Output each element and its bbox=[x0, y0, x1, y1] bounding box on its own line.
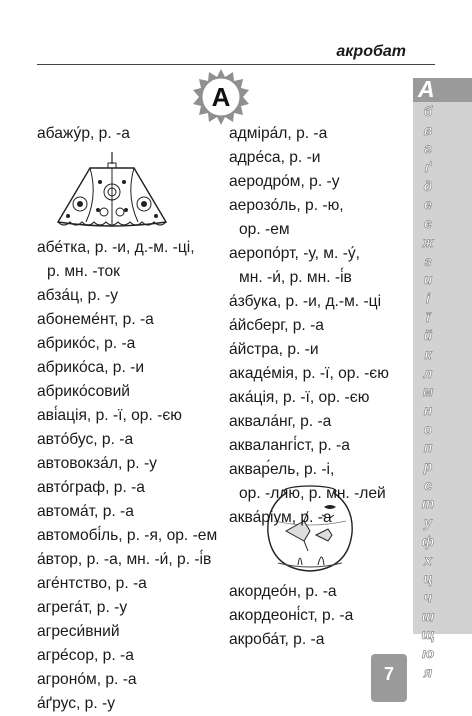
dictionary-entry-continuation: ор. -ем bbox=[239, 221, 290, 238]
dictionary-entry: а́йсберг, р. -а bbox=[229, 317, 324, 334]
alphabet-tab-letter: с bbox=[424, 476, 432, 493]
alphabet-tab-letters bbox=[418, 102, 438, 681]
dictionary-entry: агре́сор, р. -а bbox=[37, 647, 134, 664]
dictionary-entry: агрега́т, р. -у bbox=[37, 599, 128, 616]
dictionary-entry: авто́граф, р. -а bbox=[37, 479, 145, 496]
dictionary-entry: аеропо́рт, -у, м. -у́, bbox=[229, 245, 361, 262]
alphabet-tab-letter: ц bbox=[423, 570, 433, 587]
dictionary-entry: а́ґрус, р. -у bbox=[37, 695, 115, 712]
alphabet-tab-letter: ж bbox=[422, 233, 434, 250]
dictionary-entry: акаде́мія, р. -ї, ор. -єю bbox=[229, 365, 389, 382]
badge-letter: А bbox=[211, 82, 231, 112]
dictionary-entry: абажу́р, р. -а bbox=[37, 125, 130, 142]
header-rule bbox=[37, 64, 435, 65]
dictionary-entry: акроба́т, р. -а bbox=[229, 631, 325, 648]
entries-right-column bbox=[229, 122, 389, 530]
alphabet-tab-letter: к bbox=[424, 345, 432, 362]
alphabet-tab-letter: б bbox=[423, 103, 433, 119]
alphabet-tab-letter: е bbox=[424, 196, 432, 213]
alphabet-tab-letter: т bbox=[421, 495, 435, 512]
alphabet-tab-letter: ш bbox=[421, 607, 435, 624]
dictionary-entry: абза́ц, р. -у bbox=[37, 287, 119, 304]
dictionary-entry-continuation: мн. -и́, р. мн. -і́в bbox=[239, 269, 352, 286]
dictionary-entry: аеродро́м, р. -у bbox=[229, 173, 340, 190]
dictionary-entry: адре́са, р. -и bbox=[229, 149, 321, 166]
dictionary-entry: агроно́м, р. -а bbox=[37, 671, 137, 688]
lampshade-illustration bbox=[50, 152, 174, 232]
dictionary-entry: абе́тка, р. -и, д.-м. -ці, bbox=[37, 239, 195, 256]
dictionary-entry: аквар́ель, р. -і, bbox=[229, 461, 335, 478]
dictionary-entry: акордеоні́ст, р. -а bbox=[229, 607, 354, 624]
dictionary-entry: а́втор, р. -а, мн. -и́, р. -і́в bbox=[37, 551, 212, 568]
alphabet-tab-current-letter: А bbox=[418, 76, 435, 102]
header-guide-word: акробат bbox=[336, 43, 406, 60]
dictionary-entry: аге́нтство, р. -а bbox=[37, 575, 147, 592]
dictionary-entry: абрико́совий bbox=[37, 383, 131, 400]
alphabet-tab-letter: р bbox=[423, 458, 433, 475]
entries-right-column-bottom bbox=[229, 580, 353, 652]
alphabet-tab-letter: у bbox=[424, 514, 432, 531]
dictionary-entry: абрико́с, р. -а bbox=[37, 335, 136, 352]
alphabet-tab-letter: і bbox=[426, 289, 430, 306]
alphabet-tab-letter: ї bbox=[426, 308, 430, 325]
alphabet-tab-letter: ґ bbox=[424, 159, 432, 176]
dictionary-entry: автовокза́л, р. -у bbox=[37, 455, 157, 472]
dictionary-entry: авто́бус, р. -а bbox=[37, 431, 134, 448]
dictionary-entry: адміра́л, р. -а bbox=[229, 125, 328, 142]
alphabet-tab-letter: й bbox=[423, 327, 433, 344]
alphabet-tab-letter: є bbox=[424, 215, 432, 232]
dictionary-entry: агреси́вний bbox=[37, 623, 120, 640]
letter-badge-icon bbox=[192, 68, 250, 126]
dictionary-entry: абонеме́нт, р. -а bbox=[37, 311, 154, 328]
dictionary-entry: автомобі́ль, р. -я, ор. -ем bbox=[37, 527, 218, 544]
alphabet-tab-letter: ф bbox=[421, 532, 435, 549]
alphabet-tab-letter: в bbox=[423, 121, 433, 138]
page-number: 7 bbox=[383, 664, 394, 684]
dictionary-entry: а́йстра, р. -и bbox=[229, 341, 319, 358]
dictionary-entry-continuation: ор. -ллю, р. мн. -лей bbox=[239, 485, 386, 502]
dictionary-entry: ака́ція, р. -ї, ор. -єю bbox=[229, 389, 370, 406]
alphabet-tab-letter: н bbox=[423, 402, 433, 418]
alphabet-tab-letter: д bbox=[423, 177, 433, 194]
dictionary-entry-continuation: р. мн. -ток bbox=[47, 263, 120, 280]
dictionary-entry: аквалангі́ст, р. -а bbox=[229, 437, 350, 454]
alphabet-tab-letter: п bbox=[423, 439, 433, 456]
alphabet-tab-letter: ю bbox=[421, 644, 435, 661]
alphabet-tab-letter: х bbox=[424, 551, 432, 568]
alphabet-tab-letter: л bbox=[423, 364, 433, 381]
entries-left-column bbox=[37, 122, 130, 146]
alphabet-tab-letter: о bbox=[423, 420, 433, 437]
alphabet-tab-letter: щ bbox=[421, 626, 435, 643]
alphabet-tab-letter: з bbox=[424, 252, 432, 269]
dictionary-entry: акордео́н, р. -а bbox=[229, 583, 337, 600]
dictionary-entry: абрико́са, р. -и bbox=[37, 359, 145, 376]
alphabet-tab-letter: ч bbox=[423, 588, 433, 605]
dictionary-entry: автома́т, р. -а bbox=[37, 503, 134, 520]
entries-left-column-continued bbox=[37, 236, 217, 716]
dictionary-entry: аква́ріум, р. -а bbox=[229, 509, 332, 526]
dictionary-entry: а́збука, р. -и, д.-м. -ці bbox=[229, 293, 382, 310]
dictionary-entry: аві́ація, р. -ї, ор. -єю bbox=[37, 407, 182, 424]
dictionary-entry: аквала́нг, р. -а bbox=[229, 413, 332, 430]
alphabet-tab-letter: и bbox=[423, 271, 433, 288]
alphabet-tab-letter: г bbox=[424, 140, 432, 157]
alphabet-tab-letter: я bbox=[423, 663, 433, 680]
dictionary-entry: аерозо́ль, р. -ю, bbox=[229, 197, 344, 214]
alphabet-tab-letter: м bbox=[422, 383, 434, 400]
